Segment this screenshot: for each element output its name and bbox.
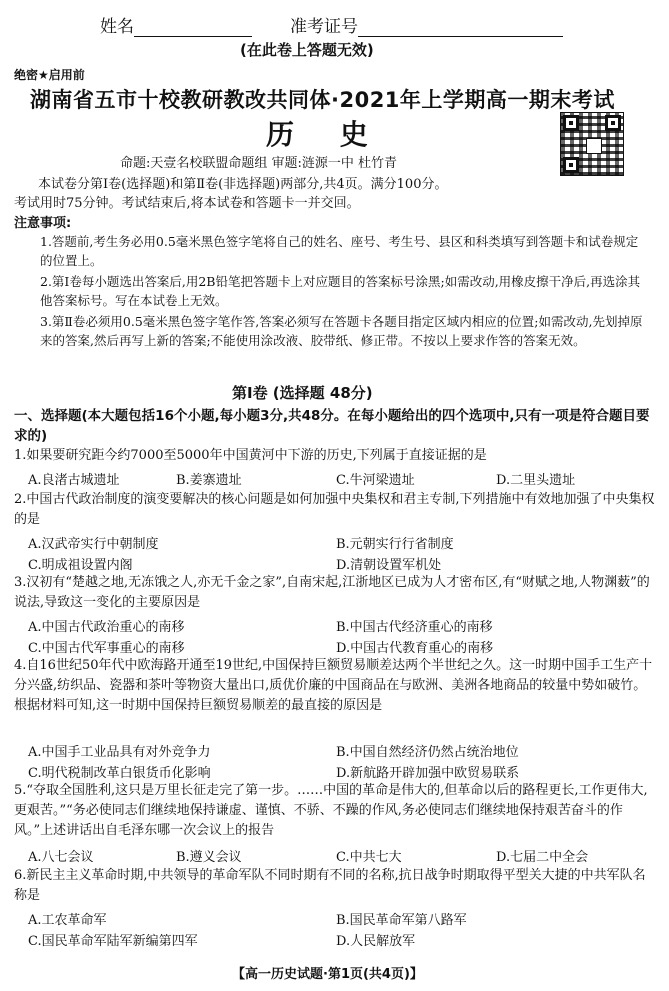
option-a: A.八七会议 (28, 850, 94, 865)
exam-id-blank (358, 20, 563, 37)
option-d: D.二里头遗址 (496, 473, 576, 488)
intro-line-1: 本试卷分第Ⅰ卷(选择题)和第Ⅱ卷(非选择题)两部分,共4页。满分100分。 (38, 177, 448, 192)
qr-eye (563, 115, 579, 131)
option-b: B.姜寨遗址 (176, 473, 242, 488)
option-d: D.新航路开辟加强中欧贸易联系 (336, 766, 520, 781)
option-a: A.中国手工业品具有对外竞争力 (28, 745, 211, 760)
option-d: D.中国古代教育重心的南移 (336, 641, 494, 656)
question-stem: 3.汉初有“楚越之地,无冻饿之人,亦无千金之家”,自南宋起,江浙地区已成为人才密布区,有“财赋之地,人物渊薮”的说法,导致这一变化的主要原因是 (14, 575, 650, 610)
authors-line: 命题:天壹名校联盟命题组 审题:涟源一中 杜竹青 (120, 156, 398, 171)
option-a: A.中国古代政治重心的南移 (28, 620, 185, 635)
option-d: D.七届二中全会 (496, 850, 589, 865)
section-title: 第Ⅰ卷 (选择题 48分) (232, 384, 373, 402)
option-c: C.国民革命军陆军新编第四军 (28, 934, 198, 949)
option-b: B.中国古代经济重心的南移 (336, 620, 493, 635)
option-a: A.汉武帝实行中朝制度 (28, 537, 159, 552)
note-item: 2.第Ⅰ卷每小题选出答案后,用2B铅笔把答题卡上对应题目的答案标号涂黑;如需改动,用橡皮擦干净后,再选涂其他答案标号。写在本试卷上无效。 (40, 274, 641, 308)
option-c: C.明代税制改革白银货币化影响 (28, 766, 211, 781)
exam-id-label: 准考证号 (290, 17, 358, 37)
option-a: A.工农革命军 (28, 913, 107, 928)
notes-title: 注意事项: (14, 216, 72, 231)
section-instruction: 一、选择题(本大题包括16个小题,每小题3分,共48分。在每小题给出的四个选项中,只有一项是符合题目要求的) (14, 408, 650, 444)
qr-code-icon (560, 112, 624, 176)
qr-eye (605, 115, 621, 131)
question-stem: 1.如果要研究距今约7000至5000年中国黄河中下游的历史,下列属于直接证据的是 (14, 448, 487, 463)
name-blank (134, 20, 252, 37)
note-item: 3.第Ⅱ卷必须用0.5毫米黑色签字笔作答,答案必须写在答题卡各题目指定区域内相应的位置;如需改动,先划掉原来的答案,然后再写上新的答案;不能使用涂改液、胶带纸、修正带。不按以上要求作答的答案无效。 (40, 314, 643, 348)
option-d: D.清朝设置军机处 (336, 558, 442, 573)
option-c: C.牛河梁遗址 (336, 473, 415, 488)
option-b: B.中国自然经济仍然占统治地位 (336, 745, 519, 760)
name-label: 姓名 (100, 17, 134, 37)
option-b: B.元朝实行行省制度 (336, 537, 454, 552)
exam-id-field (290, 12, 563, 37)
qr-logo (586, 138, 602, 154)
question-stem: 6.新民主主义革命时期,中共领导的革命军队不同时期有不同的名称,抗日战争时期取得平型关大捷的中共军队名称是 (14, 868, 646, 903)
option-c: C.中共七大 (336, 850, 402, 865)
invalid-note: (在此卷上答题无效) (240, 41, 374, 59)
name-field (100, 12, 252, 37)
subject-title: 历 史 (266, 118, 386, 151)
secret-label: 绝密★启用前 (14, 68, 85, 82)
option-b: B.国民革命军第八路军 (336, 913, 467, 928)
option-d: D.人民解放军 (336, 934, 416, 949)
question-stem: 4.自16世纪50年代中欧海路开通至19世纪,中国保持巨额贸易顺差达两个半世纪之久。这一时期中国手工生产十分兴盛,纺织品、瓷器和茶叶等物资大量出口,质优价廉的中国商品在与欧洲、美洲各地商品的较量中势如破竹。根据材料可知,这一时期中国保持巨额贸易顺差的最直接的原因是 (14, 658, 653, 713)
note-item: 1.答题前,考生务必用0.5毫米黑色签字笔将自己的姓名、座号、考生号、县区和科类填写到答题卡和试卷规定的位置上。 (40, 234, 639, 268)
option-c: C.中国古代军事重心的南移 (28, 641, 185, 656)
question-stem: 2.中国古代政治制度的演变要解决的核心问题是如何加强中央集权和君主专制,下列措施中有效地加强了中央集权的是 (14, 492, 655, 527)
qr-eye (563, 157, 579, 173)
page-footer: 【高一历史试题·第1页(共4页)】 (232, 967, 423, 982)
option-c: C.明成祖设置内阁 (28, 558, 133, 573)
question-stem: 5.“夺取全国胜利,这只是万里长征走完了第一步。……中国的革命是伟大的,但革命以后的路程更长,工作更伟大,更艰苦。”“务必使同志们继续地保持谦虚、谨慎、不骄、不躁的作风,务必使同志们继续地保持艰苦奋斗的作风。”上述讲话出自毛泽东哪一次会议上的报告 (14, 783, 648, 838)
exam-title: 湖南省五市十校教研教改共同体·2021年上学期高一期末考试 (30, 88, 615, 112)
option-a: A.良渚古城遗址 (28, 473, 120, 488)
option-b: B.遵义会议 (176, 850, 242, 865)
intro-line-2: 考试用时75分钟。考试结束后,将本试卷和答题卡一并交回。 (14, 196, 360, 211)
